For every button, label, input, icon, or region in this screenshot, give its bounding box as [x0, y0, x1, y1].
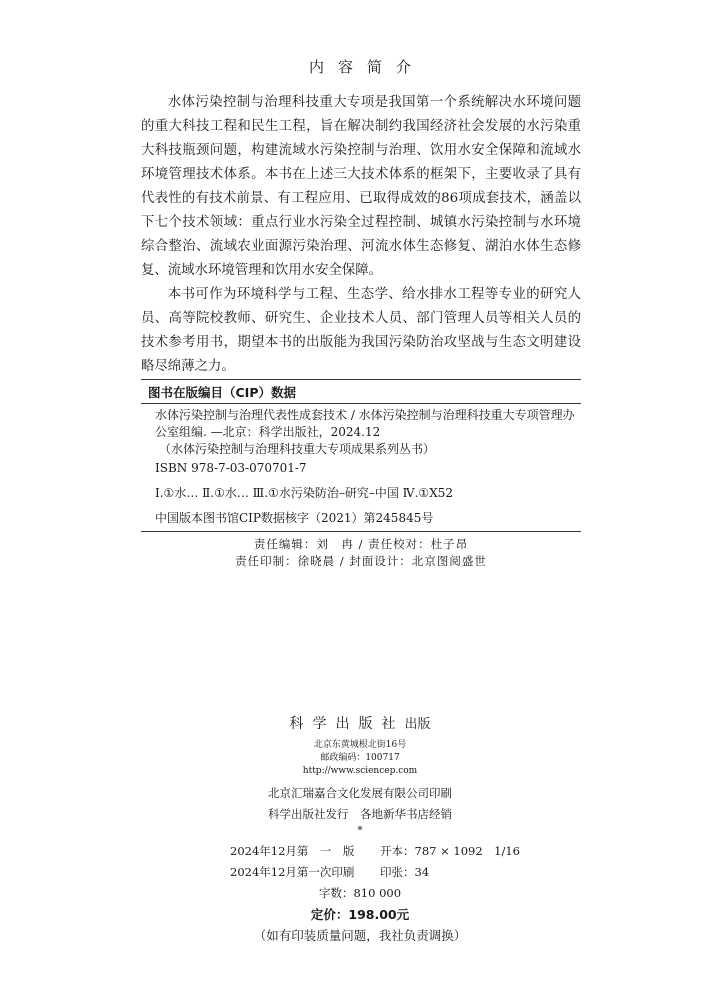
credits [141, 536, 581, 570]
publisher-address: 北京东黄城根北街16号 [313, 740, 407, 750]
quality-note: （如有印装质量问题，我社负责调换） [253, 928, 467, 943]
summary-paragraph: 水体污染控制与治理科技重大专项是我国第一个系统解决水环境问题的重大科技工程和民生工程，旨在解决制约我国经济社会发展的水污染重大科技瓶颈问题，构建流域水污染控制与治理、饮用水安全保障和流域水环境管理技术体系。本书在上述三大技术体系的框架下，主要收录了具有代表性的有技术前景、有工程应用、已取得成效的86项成套技术，涵盖以下七个技术领域：重点行业水污染全过程控制、城镇水污染控制与水环境综合整治、流域农业面源污染治理、河流水体生态修复、湖泊水体生态修复、流域水环境管理和饮用水安全保障。 [141, 95, 581, 278]
summary-paragraph: 本书可作为环境科学与工程、生态学、给水排水工程等专业的研究人员、高等院校教师、研究生、企业技术人员、部门管理人员等相关人员的技术参考用书，期望本书的出版能为我国污染防治攻坚战与生态文明建设略尽绵薄之力。 [141, 287, 581, 374]
publisher-suffix: 出版 [404, 717, 431, 732]
cip-bottom-rule [141, 531, 581, 532]
publisher-line [0, 712, 720, 736]
publisher-postcode: 邮政编码：100717 [320, 753, 400, 763]
summary-body [141, 91, 581, 379]
edition-row [0, 841, 720, 862]
publisher-name: 科学出版社 [289, 716, 405, 732]
cip-block [141, 379, 581, 570]
cip-isbn: ISBN 978-7-03-070701-7 [155, 461, 307, 475]
cip-top-rule [141, 379, 581, 380]
cip-title-rule [141, 403, 581, 404]
sheets-info: 印张：34 [380, 865, 430, 879]
cip-classification: Ⅰ.①水… Ⅱ.①水… Ⅲ.①水污染防治–研究–中国 Ⅳ.①X52 [155, 486, 454, 500]
cip-number: 中国版本图书馆CIP数据核字（2021）第245845号 [155, 511, 434, 525]
format-info: 开本：787 × 1092 1/16 [380, 844, 520, 858]
printing-row [0, 862, 720, 883]
credits-editors: 责任编辑：刘 冉 / 责任校对：杜子昂 [253, 537, 469, 551]
printing-info: 2024年12月第一次印刷 [230, 865, 355, 879]
credits-production: 责任印制：徐晓晨 / 封面设计：北京图阅盛世 [235, 554, 487, 568]
edition-info: 2024年12月第 一 版 [230, 844, 355, 858]
word-count: 字数：810 000 [318, 886, 402, 900]
cip-series: （水体污染控制与治理科技重大专项成果系列丛书） [159, 442, 436, 456]
colophon [0, 712, 720, 946]
printer: 北京汇瑞嘉合文化发展有限公司印刷 [268, 786, 452, 800]
price: 定价：198.00元 [310, 907, 410, 922]
cip-body [141, 407, 581, 527]
separator-star: * [357, 824, 363, 837]
summary-heading: 内容简介 [308, 58, 425, 76]
cip-title: 图书在版编目（CIP）数据 [148, 385, 296, 400]
cip-record: 水体污染控制与治理代表性成套技术 / 水体污染控制与治理科技重大专项管理办公室组编. —北京：科学出版社，2024.12 [155, 408, 575, 439]
publisher-url: http://www.sciencep.com [302, 766, 418, 776]
distribution: 科学出版社发行 各地新华书店经销 [268, 807, 452, 821]
